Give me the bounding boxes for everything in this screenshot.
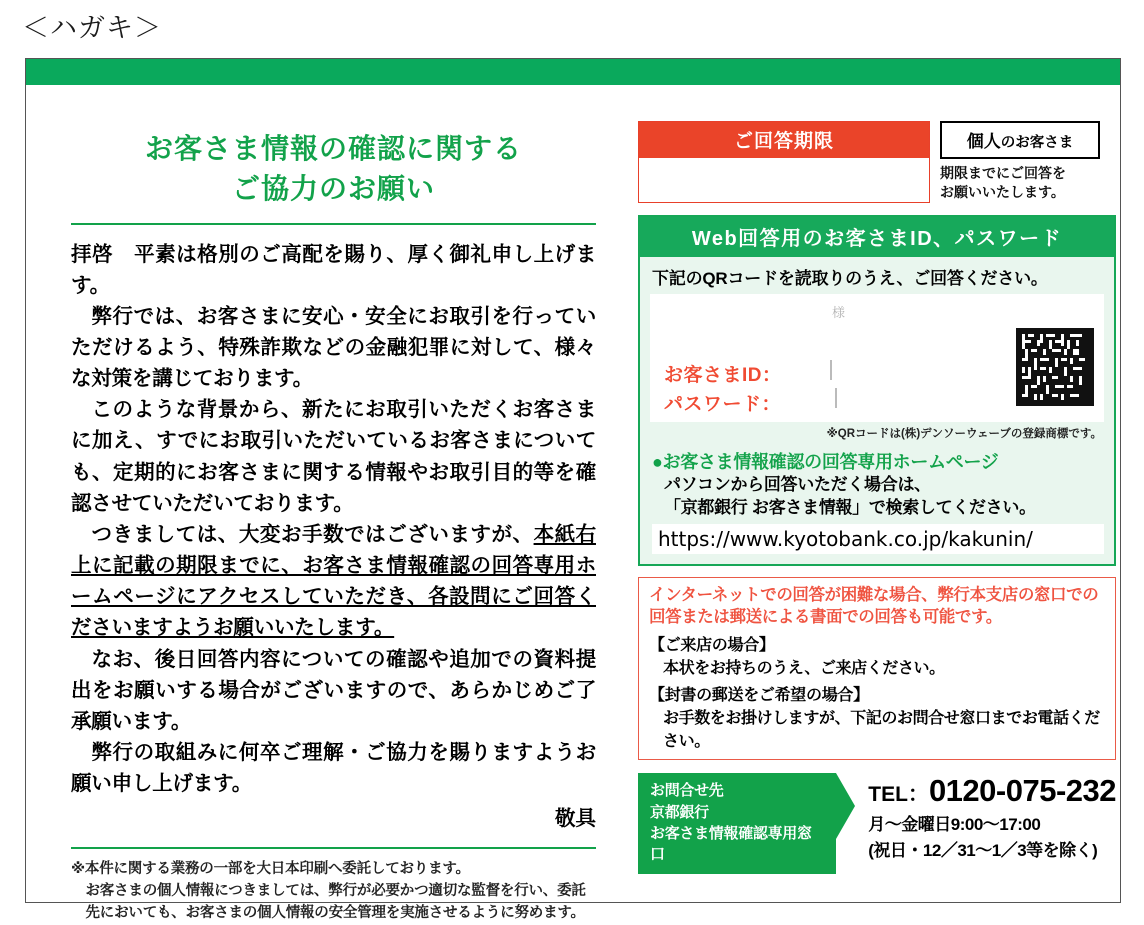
customer-type-note-line-2: お願いいたします。	[940, 183, 1065, 200]
qr-trademark-note: ※QRコードは(株)デンソーウェーブの登録商標です。	[826, 428, 1102, 440]
homepage-url[interactable]: https://www.kyotobank.co.jp/kakunin/	[652, 524, 1104, 554]
paragraph-4-prefix: つきましては、大変お手数ではございますが、	[91, 522, 534, 546]
alt-case-1-head: 【ご来店の場合】	[649, 637, 775, 655]
telephone-label: TEL：	[868, 783, 929, 807]
telephone	[868, 773, 1116, 809]
footnote-divider	[71, 847, 596, 849]
paragraph-4	[71, 519, 596, 644]
headline-divider	[71, 223, 596, 225]
left-column	[71, 129, 596, 925]
web-panel-lead: 下記のQRコードを読取りのうえ、ご回答ください。	[652, 269, 1048, 288]
customer-id-label: お客さまID：	[664, 365, 782, 386]
contact-tag-line-3: お客さま情報確認専用窓口	[650, 825, 812, 864]
deadline-box	[638, 121, 930, 203]
homepage-line-2: 「京都銀行 お客さま情報」で検索してください。	[664, 497, 1036, 517]
card-top-green-band	[26, 59, 1120, 85]
alt-case-2-head: 【封書の郵送をご希望の場合】	[649, 687, 869, 705]
homepage-line-1: パソコンから回答いただく場合は、	[664, 475, 931, 494]
headline-line-2: ご協力のお願い	[231, 172, 435, 204]
paragraph-5: なお、後日回答内容についての確認や追加での資料提出をお願いする場合がございますので、あらかじめご了承願います。	[71, 647, 596, 733]
closing-salutation: 敬具	[555, 807, 596, 831]
customer-type-note-line-1: 期限までにご回答を	[940, 165, 1066, 181]
headline	[71, 129, 596, 209]
business-hours-note: (祝日・12／31～1／3等を除く)	[868, 841, 1098, 861]
postcard-card	[25, 58, 1121, 921]
body-text	[71, 239, 596, 800]
right-column	[638, 121, 1116, 874]
paragraph-2: 弊行では、お客さまに安心・安全にお取引を行っていただけるよう、特殊詐欺などの金融犯罪に対して、様々な対策を講じております。	[71, 304, 596, 391]
paragraph-6: 弊行の取組みに何卒ご理解・ご協力を賜りますようお願い申し上げます。	[71, 741, 596, 796]
footnote-line-1: ※本件に関する業務の一部を大日本印刷へ委託しております。	[71, 861, 470, 878]
qr-code-icon	[1016, 328, 1094, 406]
contact-info	[836, 773, 1116, 861]
password-label: パスワード：	[664, 394, 782, 415]
contact-tag-line-1: お問合せ先	[650, 782, 724, 800]
alt-lead	[649, 584, 1107, 629]
headline-line-1: お客さま情報の確認に関する	[144, 133, 522, 164]
contact-section	[638, 773, 1116, 873]
paragraph-4-emphasis: 本紙右上に記載の期限までに、お客さま情報確認の回答専用ホームページにアクセスしていただき、各設問にご回答くださいますようお願いいたします。	[71, 522, 596, 640]
business-hours: 月～金曜日9:00～17:00	[868, 815, 1041, 835]
customer-type-note	[940, 164, 1100, 202]
customer-type-block	[940, 121, 1100, 202]
deadline-title: ご回答期限	[639, 122, 929, 158]
paragraph-1: 拝啓 平素は格別のご高配を賜り、厚く御礼申し上げます。	[71, 242, 596, 297]
web-credentials-panel	[638, 215, 1116, 566]
customer-id-rule	[830, 360, 832, 380]
paragraph-3: このような背景から、新たにお取引いただくお客さまに加え、すでにお取引いただいているお客さまについても、定期的にお客さまに関する情報やお取引目的等を確認させていただいております。	[71, 398, 596, 515]
page-title: ＜ハガキ＞	[22, 13, 162, 43]
contact-tag-line-2: 京都銀行	[650, 803, 709, 821]
credentials-box	[650, 294, 1104, 422]
alt-case-2-text: お手数をお掛けしますが、下記のお問合せ窓口までお電話ください。	[663, 710, 1100, 751]
deadline-row	[638, 121, 1116, 203]
alt-lead-line-2: 回答または郵送による書面での回答も可能です。	[649, 608, 1002, 627]
footnote-line-2: お客さまの個人情報につきましては、弊行が必要かつ適切な監督を行い、委託先においても、お客さまの個人情報の安全管理を実施させるように努めます。	[85, 883, 586, 921]
homepage-block	[640, 446, 1114, 564]
contact-tag	[638, 773, 836, 873]
alt-case-1-text: 本状をお持ちのうえ、ご来店ください。	[663, 660, 945, 678]
alternative-methods-box	[638, 577, 1116, 761]
customer-type-prefix: 個人	[966, 132, 1001, 151]
homepage-title: ●お客さま情報確認の回答専用ホームページ	[652, 452, 999, 472]
sama-honorific-mark: 様	[832, 305, 846, 320]
deadline-value	[639, 158, 929, 202]
alt-lead-line-1: インターネットでの回答が困難な場合、弊行本支店の窓口での	[649, 585, 1099, 604]
customer-type-badge	[940, 121, 1100, 159]
telephone-number: 0120-075-232	[928, 773, 1116, 809]
footnote	[71, 859, 596, 924]
web-panel-title: Web回答用のお客さまID、パスワード	[640, 217, 1114, 257]
password-rule	[835, 388, 837, 408]
customer-type-suffix: のお客さま	[1000, 135, 1074, 151]
